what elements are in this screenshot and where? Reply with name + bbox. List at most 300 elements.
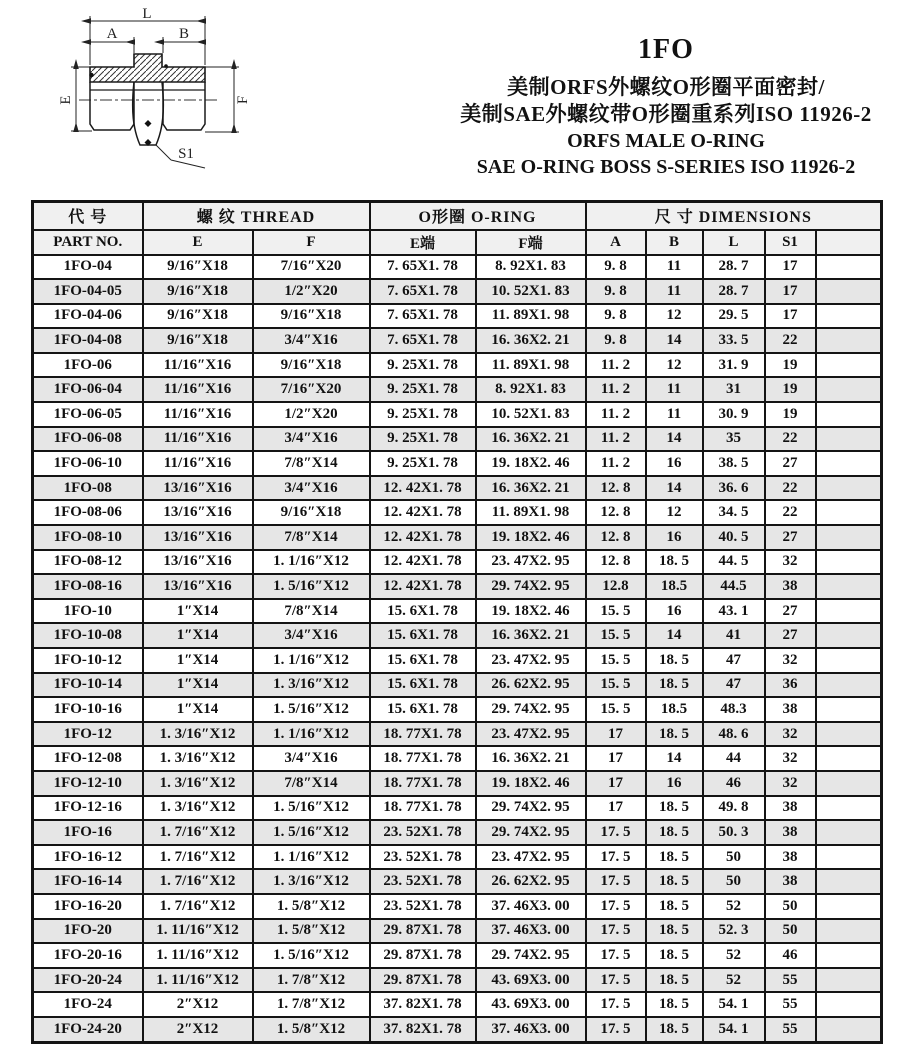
spec-value-cell: 11. 2: [586, 451, 646, 476]
spec-value-cell: 55: [765, 968, 816, 993]
table-row: [33, 771, 882, 796]
dim-label-F: F: [235, 95, 251, 105]
spec-value-cell: 43. 69X3. 00: [476, 992, 586, 1017]
spec-value-cell: 1. 7/16″X12: [143, 894, 253, 919]
spec-value-cell: 29. 74X2. 95: [476, 697, 586, 722]
spec-value-cell: 17. 5: [586, 992, 646, 1017]
spec-value-cell: [816, 919, 882, 944]
part-no-cell: 1FO-10-14: [33, 673, 143, 698]
spec-value-cell: 43. 69X3. 00: [476, 968, 586, 993]
spec-value-cell: 28. 7: [703, 255, 765, 280]
header-col-F: F: [253, 230, 370, 255]
model-number: 1FO: [638, 34, 694, 65]
spec-value-cell: 1. 7/8″X12: [253, 992, 370, 1017]
spec-value-cell: 11: [646, 377, 703, 402]
spec-value-cell: 9. 8: [586, 255, 646, 280]
table-row: [33, 697, 882, 722]
spec-value-cell: 48. 6: [703, 722, 765, 747]
spec-value-cell: 40. 5: [703, 525, 765, 550]
spec-value-cell: 12. 42X1. 78: [370, 500, 476, 525]
table-row: [33, 820, 882, 845]
spec-value-cell: [816, 968, 882, 993]
title-block: [440, 34, 892, 180]
table-body: [33, 255, 882, 1043]
spec-value-cell: 32: [765, 550, 816, 575]
spec-value-cell: [816, 599, 882, 624]
spec-value-cell: [816, 451, 882, 476]
spec-value-cell: 33. 5: [703, 328, 765, 353]
spec-value-cell: 16. 36X2. 21: [476, 623, 586, 648]
spec-value-cell: 11. 2: [586, 402, 646, 427]
spec-value-cell: 13/16″X16: [143, 500, 253, 525]
spec-value-cell: 1. 7/16″X12: [143, 820, 253, 845]
spec-value-cell: 9. 8: [586, 328, 646, 353]
spec-value-cell: 12. 8: [586, 500, 646, 525]
spec-value-cell: 22: [765, 476, 816, 501]
spec-value-cell: 18. 5: [646, 968, 703, 993]
spec-value-cell: 17. 5: [586, 943, 646, 968]
part-no-cell: 1FO-24: [33, 992, 143, 1017]
spec-value-cell: 23. 52X1. 78: [370, 869, 476, 894]
dim-label-L: L: [142, 6, 152, 22]
spec-value-cell: 11/16″X16: [143, 377, 253, 402]
spec-value-cell: 19. 18X2. 46: [476, 451, 586, 476]
spec-value-cell: 1. 5/16″X12: [253, 574, 370, 599]
table-row: [33, 353, 882, 378]
spec-value-cell: 17. 5: [586, 820, 646, 845]
part-no-cell: 1FO-08-12: [33, 550, 143, 575]
spec-value-cell: 54. 1: [703, 1017, 765, 1043]
spec-value-cell: 1. 1/16″X12: [253, 845, 370, 870]
spec-value-cell: 38: [765, 820, 816, 845]
spec-value-cell: 27: [765, 599, 816, 624]
spec-value-cell: 52: [703, 943, 765, 968]
spec-value-cell: 19: [765, 353, 816, 378]
spec-value-cell: 19: [765, 402, 816, 427]
spec-value-cell: 7/8″X14: [253, 451, 370, 476]
spec-value-cell: 9. 25X1. 78: [370, 402, 476, 427]
spec-value-cell: 9. 25X1. 78: [370, 451, 476, 476]
spec-value-cell: 14: [646, 623, 703, 648]
spec-value-cell: 29. 87X1. 78: [370, 919, 476, 944]
spec-value-cell: 31: [703, 377, 765, 402]
part-no-cell: 1FO-12-10: [33, 771, 143, 796]
spec-value-cell: [816, 869, 882, 894]
part-no-cell: 1FO-06-04: [33, 377, 143, 402]
spec-value-cell: 1. 3/16″X12: [143, 722, 253, 747]
spec-value-cell: 16: [646, 451, 703, 476]
spec-value-cell: 23. 47X2. 95: [476, 648, 586, 673]
spec-value-cell: 18. 5: [646, 550, 703, 575]
spec-value-cell: 19. 18X2. 46: [476, 599, 586, 624]
spec-value-cell: 38. 5: [703, 451, 765, 476]
spec-value-cell: 9/16″X18: [253, 353, 370, 378]
spec-value-cell: 47: [703, 648, 765, 673]
part-no-cell: 1FO-10-16: [33, 697, 143, 722]
spec-value-cell: 14: [646, 427, 703, 452]
spec-value-cell: 17. 5: [586, 869, 646, 894]
spec-value-cell: 16: [646, 599, 703, 624]
part-no-cell: 1FO-16-14: [33, 869, 143, 894]
spec-value-cell: 1/2″X20: [253, 402, 370, 427]
spec-value-cell: 19. 18X2. 46: [476, 525, 586, 550]
header-row-columns: [33, 230, 882, 255]
right-thread-outline: [163, 82, 205, 130]
spec-value-cell: 11/16″X16: [143, 353, 253, 378]
dim-label-S1: S1: [178, 146, 194, 162]
spec-value-cell: 12. 8: [586, 476, 646, 501]
spec-value-cell: 15. 5: [586, 599, 646, 624]
header-part-cn: 代 号: [33, 202, 143, 230]
spec-table: [31, 200, 883, 1044]
left-thread-outline: [90, 82, 134, 130]
spec-value-cell: 17. 5: [586, 1017, 646, 1043]
spec-value-cell: 38: [765, 869, 816, 894]
spec-value-cell: 1. 11/16″X12: [143, 968, 253, 993]
spec-value-cell: 11. 89X1. 98: [476, 304, 586, 329]
table-row: [33, 673, 882, 698]
spec-value-cell: 16: [646, 771, 703, 796]
spec-value-cell: 13/16″X16: [143, 550, 253, 575]
spec-value-cell: 12. 42X1. 78: [370, 550, 476, 575]
spec-value-cell: 11: [646, 255, 703, 280]
header-col-S1: S1: [765, 230, 816, 255]
spec-value-cell: 18. 5: [646, 992, 703, 1017]
spec-value-cell: 1″X14: [143, 623, 253, 648]
spec-value-cell: 15. 5: [586, 673, 646, 698]
spec-value-cell: 18. 5: [646, 943, 703, 968]
spec-value-cell: 38: [765, 845, 816, 870]
spec-value-cell: 37. 46X3. 00: [476, 1017, 586, 1043]
spec-value-cell: 1. 7/16″X12: [143, 869, 253, 894]
spec-value-cell: 15. 6X1. 78: [370, 697, 476, 722]
spec-value-cell: 12. 42X1. 78: [370, 525, 476, 550]
table-row: [33, 304, 882, 329]
spec-value-cell: 1. 11/16″X12: [143, 919, 253, 944]
spec-value-cell: 27: [765, 451, 816, 476]
spec-value-cell: 7. 65X1. 78: [370, 304, 476, 329]
spec-value-cell: 11/16″X16: [143, 451, 253, 476]
header-col-A: A: [586, 230, 646, 255]
spec-value-cell: [816, 328, 882, 353]
spec-value-cell: 11: [646, 402, 703, 427]
header-col-B: B: [646, 230, 703, 255]
spec-value-cell: 13/16″X16: [143, 574, 253, 599]
spec-value-cell: 29. 87X1. 78: [370, 968, 476, 993]
spec-value-cell: [816, 550, 882, 575]
spec-value-cell: 16. 36X2. 21: [476, 476, 586, 501]
header-col-L: L: [703, 230, 765, 255]
spec-value-cell: 52: [703, 894, 765, 919]
spec-value-cell: 1. 5/16″X12: [253, 943, 370, 968]
part-no-cell: 1FO-08-16: [33, 574, 143, 599]
spec-value-cell: [816, 722, 882, 747]
spec-value-cell: 43. 1: [703, 599, 765, 624]
spec-value-cell: 9/16″X18: [143, 279, 253, 304]
spec-value-cell: 17: [586, 722, 646, 747]
spec-value-cell: 30. 9: [703, 402, 765, 427]
spec-value-cell: 16. 36X2. 21: [476, 746, 586, 771]
title-english-line2: SAE O-RING BOSS S-SERIES ISO 11926-2: [476, 156, 856, 178]
part-no-cell: 1FO-20: [33, 919, 143, 944]
table-row: [33, 894, 882, 919]
spec-value-cell: 12. 42X1. 78: [370, 476, 476, 501]
spec-value-cell: 1. 5/8″X12: [253, 894, 370, 919]
dim-label-E: E: [58, 95, 74, 105]
part-no-cell: 1FO-20-24: [33, 968, 143, 993]
spec-value-cell: 18. 77X1. 78: [370, 746, 476, 771]
spec-value-cell: 1. 3/16″X12: [143, 796, 253, 821]
spec-value-cell: 16. 36X2. 21: [476, 427, 586, 452]
spec-value-cell: 12.8: [586, 574, 646, 599]
part-no-cell: 1FO-20-16: [33, 943, 143, 968]
spec-value-cell: 15. 6X1. 78: [370, 623, 476, 648]
spec-value-cell: 9. 25X1. 78: [370, 427, 476, 452]
spec-value-cell: 47: [703, 673, 765, 698]
dim-label-A: A: [106, 26, 118, 42]
spec-value-cell: 11. 89X1. 98: [476, 353, 586, 378]
part-no-cell: 1FO-04-08: [33, 328, 143, 353]
spec-value-cell: 17: [586, 746, 646, 771]
spec-value-cell: 1. 5/16″X12: [253, 796, 370, 821]
spec-value-cell: 32: [765, 746, 816, 771]
spec-value-cell: 9. 25X1. 78: [370, 377, 476, 402]
table-row: [33, 427, 882, 452]
spec-value-cell: 44: [703, 746, 765, 771]
spec-value-cell: 29. 74X2. 95: [476, 796, 586, 821]
part-no-cell: 1FO-12-08: [33, 746, 143, 771]
spec-value-cell: 1. 1/16″X12: [253, 648, 370, 673]
spec-value-cell: 9. 8: [586, 304, 646, 329]
spec-value-cell: 19: [765, 377, 816, 402]
dim-label-B: B: [178, 26, 190, 42]
table-row: [33, 919, 882, 944]
spec-value-cell: 17: [765, 255, 816, 280]
fitting-technical-drawing: [50, 5, 270, 195]
part-no-cell: 1FO-10-08: [33, 623, 143, 648]
part-no-cell: 1FO-16: [33, 820, 143, 845]
table-row: [33, 992, 882, 1017]
spec-value-cell: 2″X12: [143, 1017, 253, 1043]
title-english-line1: ORFS MALE O-RING: [567, 130, 765, 152]
oring-dot-left: [89, 73, 93, 77]
part-no-cell: 1FO-16-12: [33, 845, 143, 870]
spec-value-cell: 10. 52X1. 83: [476, 279, 586, 304]
table-row: [33, 599, 882, 624]
part-no-cell: 1FO-08: [33, 476, 143, 501]
part-no-cell: 1FO-04-06: [33, 304, 143, 329]
spec-value-cell: [816, 525, 882, 550]
spec-value-cell: 32: [765, 771, 816, 796]
spec-value-cell: [816, 500, 882, 525]
spec-value-cell: 11. 2: [586, 377, 646, 402]
spec-value-cell: 50. 3: [703, 820, 765, 845]
spec-value-cell: 23. 52X1. 78: [370, 894, 476, 919]
spec-value-cell: 1. 3/16″X12: [253, 869, 370, 894]
spec-value-cell: 29. 74X2. 95: [476, 820, 586, 845]
spec-value-cell: 22: [765, 427, 816, 452]
table-row: [33, 796, 882, 821]
spec-value-cell: 9/16″X18: [253, 500, 370, 525]
table-row: [33, 648, 882, 673]
spec-value-cell: [816, 279, 882, 304]
spec-value-cell: 1. 3/16″X12: [143, 746, 253, 771]
spec-value-cell: 7/16″X20: [253, 255, 370, 280]
spec-value-cell: 12: [646, 500, 703, 525]
part-no-cell: 1FO-06-08: [33, 427, 143, 452]
spec-value-cell: 14: [646, 746, 703, 771]
spec-value-cell: 3/4″X16: [253, 623, 370, 648]
hex-outline: [133, 82, 164, 145]
spec-value-cell: 15. 5: [586, 623, 646, 648]
spec-value-cell: 10. 52X1. 83: [476, 402, 586, 427]
spec-value-cell: 3/4″X16: [253, 328, 370, 353]
spec-value-cell: 17. 5: [586, 845, 646, 870]
spec-value-cell: 37. 82X1. 78: [370, 992, 476, 1017]
part-no-cell: 1FO-04-05: [33, 279, 143, 304]
spec-value-cell: [816, 992, 882, 1017]
table-row: [33, 255, 882, 280]
table-row: [33, 845, 882, 870]
spec-value-cell: 8. 92X1. 83: [476, 255, 586, 280]
spec-value-cell: [816, 304, 882, 329]
spec-value-cell: 11. 89X1. 98: [476, 500, 586, 525]
spec-value-cell: 18. 77X1. 78: [370, 796, 476, 821]
spec-value-cell: 18. 5: [646, 919, 703, 944]
spec-value-cell: 1. 5/8″X12: [253, 1017, 370, 1043]
spec-value-cell: 7/8″X14: [253, 525, 370, 550]
spec-value-cell: 34. 5: [703, 500, 765, 525]
s1-leader-line: [156, 145, 171, 160]
table-row: [33, 968, 882, 993]
spec-value-cell: 29. 74X2. 95: [476, 943, 586, 968]
title-chinese-line2: 美制SAE外螺纹带O形圈重系列ISO 11926-2: [460, 102, 872, 126]
part-no-cell: 1FO-06: [33, 353, 143, 378]
spec-value-cell: 12. 42X1. 78: [370, 574, 476, 599]
spec-value-cell: 23. 47X2. 95: [476, 550, 586, 575]
spec-value-cell: [816, 820, 882, 845]
spec-value-cell: 54. 1: [703, 992, 765, 1017]
spec-value-cell: 12. 8: [586, 525, 646, 550]
spec-value-cell: 14: [646, 328, 703, 353]
spec-value-cell: 46: [703, 771, 765, 796]
spec-value-cell: 22: [765, 328, 816, 353]
table-row: [33, 476, 882, 501]
spec-value-cell: 7/16″X20: [253, 377, 370, 402]
spec-value-cell: 7/8″X14: [253, 771, 370, 796]
header-part-en: PART NO.: [33, 230, 143, 255]
spec-value-cell: [816, 796, 882, 821]
spec-value-cell: [816, 845, 882, 870]
spec-value-cell: 1″X14: [143, 697, 253, 722]
spec-value-cell: 1/2″X20: [253, 279, 370, 304]
spec-value-cell: 9/16″X18: [143, 255, 253, 280]
table-row: [33, 279, 882, 304]
spec-value-cell: 37. 82X1. 78: [370, 1017, 476, 1043]
spec-value-cell: 15. 6X1. 78: [370, 599, 476, 624]
spec-value-cell: 15. 6X1. 78: [370, 648, 476, 673]
spec-value-cell: 14: [646, 476, 703, 501]
part-no-cell: 1FO-08-10: [33, 525, 143, 550]
spec-value-cell: 26. 62X2. 95: [476, 673, 586, 698]
spec-value-cell: 2″X12: [143, 992, 253, 1017]
spec-value-cell: 17: [765, 304, 816, 329]
spec-value-cell: 18. 5: [646, 1017, 703, 1043]
header-dimensions: 尺 寸 DIMENSIONS: [586, 202, 882, 230]
spec-value-cell: 1. 7/8″X12: [253, 968, 370, 993]
table-row: [33, 943, 882, 968]
spec-value-cell: 18.5: [646, 574, 703, 599]
spec-value-cell: [816, 353, 882, 378]
table-row: [33, 525, 882, 550]
spec-value-cell: [816, 894, 882, 919]
spec-value-cell: 36. 6: [703, 476, 765, 501]
header-oring: O形圈 O-RING: [370, 202, 586, 230]
spec-value-cell: 27: [765, 623, 816, 648]
spec-value-cell: 50: [703, 869, 765, 894]
spec-value-cell: 38: [765, 697, 816, 722]
section-hatch-body: [90, 54, 205, 82]
spec-value-cell: 7. 65X1. 78: [370, 328, 476, 353]
spec-value-cell: 23. 52X1. 78: [370, 845, 476, 870]
spec-value-cell: 41: [703, 623, 765, 648]
spec-value-cell: 44. 5: [703, 550, 765, 575]
spec-value-cell: 11. 2: [586, 427, 646, 452]
spec-value-cell: 17. 5: [586, 968, 646, 993]
spec-value-cell: 1″X14: [143, 673, 253, 698]
spec-value-cell: 11/16″X16: [143, 402, 253, 427]
spec-value-cell: 37. 46X3. 00: [476, 919, 586, 944]
table-row: [33, 623, 882, 648]
header-col-E: E: [143, 230, 253, 255]
spec-value-cell: [816, 746, 882, 771]
spec-value-cell: 11/16″X16: [143, 427, 253, 452]
part-no-cell: 1FO-12-16: [33, 796, 143, 821]
spec-value-cell: [816, 255, 882, 280]
spec-value-cell: [816, 476, 882, 501]
part-no-cell: 1FO-06-05: [33, 402, 143, 427]
spec-value-cell: 46: [765, 943, 816, 968]
spec-value-cell: 18. 5: [646, 722, 703, 747]
part-no-cell: 1FO-04: [33, 255, 143, 280]
table-row: [33, 500, 882, 525]
table-row: [33, 402, 882, 427]
spec-value-cell: 52. 3: [703, 919, 765, 944]
hex-center-dot: [145, 120, 152, 127]
spec-value-cell: 29. 74X2. 95: [476, 574, 586, 599]
spec-value-cell: 12. 8: [586, 550, 646, 575]
spec-value-cell: 17: [765, 279, 816, 304]
spec-value-cell: 11. 2: [586, 353, 646, 378]
spec-value-cell: 23. 47X2. 95: [476, 845, 586, 870]
spec-value-cell: 9. 8: [586, 279, 646, 304]
spec-value-cell: 3/4″X16: [253, 427, 370, 452]
spec-value-cell: [816, 623, 882, 648]
spec-value-cell: 50: [703, 845, 765, 870]
part-no-cell: 1FO-08-06: [33, 500, 143, 525]
spec-value-cell: 1. 5/8″X12: [253, 919, 370, 944]
table-row: [33, 722, 882, 747]
spec-value-cell: 1″X14: [143, 648, 253, 673]
spec-value-cell: 36: [765, 673, 816, 698]
spec-value-cell: 12: [646, 353, 703, 378]
spec-value-cell: [816, 402, 882, 427]
spec-value-cell: 18. 5: [646, 820, 703, 845]
spec-value-cell: 1. 7/16″X12: [143, 845, 253, 870]
spec-value-cell: 1. 3/16″X12: [253, 673, 370, 698]
spec-value-cell: 18. 5: [646, 845, 703, 870]
spec-value-cell: [816, 377, 882, 402]
